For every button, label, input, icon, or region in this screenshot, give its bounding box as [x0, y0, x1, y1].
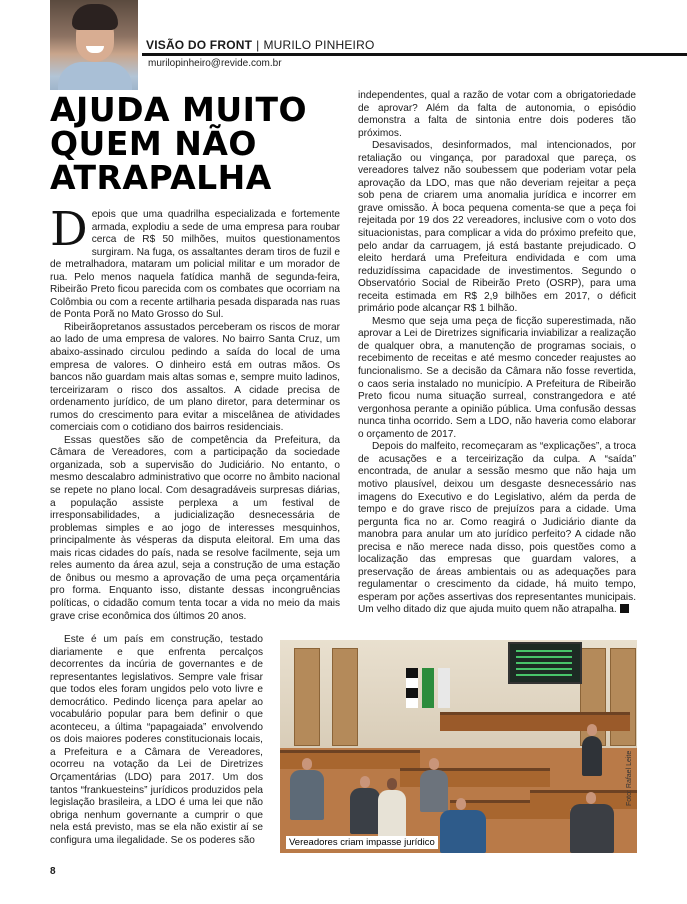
article-paragraph: Este é um país em construção, testado diariamente e que enfrenta percalços decorrentes da incúria de governantes e de representantes legislativos. Sempre vale frisar que todos eles foram ungidos pelo voto livre e democrático. Pedindo licença para apelar ao vocabulário popular para bem definir o que aconteceu, a última “papagaiada” envolvendo os dois maiores poderes constitucionais locais, a Prefeitura e a Câmara de Vereadores, ocorreu na votação da Lei de Diretrizes Orçamentárias (LDO) para 2017. Um dos tantos “frankuesteins” jurídicos produzidos pela legislação brasileira, a LDO é uma lei que não obriga nenhum governante a cumprir o que nela está previsto, mas se ela não existir aí se configura uma ilegalidade. Se os poderes são: [50, 634, 263, 846]
article-paragraph: Ribeirãopretanos assustados perceberam os riscos de morar ao lado de uma empresa de valores. No bairro Santa Cruz, um abaixo-assinado circulou pedindo a saída do local de uma empresa de valores. O dinheiro está em outras mãos. Os bancos não guardam mais altas somas e, sempre muito ladinos, terceirizaram o risco dos assaltos. A cidade precisa de ordenamento jurídico, de um plano diretor, para determinar os rumos do crescimento para evitar a miscelânea de atividades comerciais com o cotidiano dos bairros residenciais.: [50, 321, 340, 434]
author-email[interactable]: murilopinheiro@revide.com.br: [148, 58, 282, 69]
end-mark-icon: [620, 604, 629, 613]
article-paragraph: Depois que uma quadrilha especializada e fortemente armada, explodiu a sede de uma empresa para roubar cerca de R$ 50 milhões, muitos questionamentos surgiram. Na fuga, os assaltantes deram tiros de fuzil e de metralhadora, mataram um policial militar e um morador de rua. Pelo menos naquela fatídica manhã de segunda-feira, Ribeirão Preto ficou parecida com os combates que ocorriam na Colômbia ou com a recente artilharia pesada disparada nas ruas de Ponta Porã no Mato Grosso do Sul.: [50, 202, 340, 321]
author-name: MURILO PINHEIRO: [263, 38, 375, 52]
article-paragraph: Depois do malfeito, recomeçaram as “explicações”, a troca de acusações e a terceirização da culpa. A “saída” encontrada, de anular a sessão mesmo que não haja um motivo plausível, deixou um desgaste desnecessário nas imagens do Executivo e do Legislativo, além da perda de tempo e do grave risco de prejuízos para a cidade. Uma pergunta fica no ar. Como reagirá o Judiciário diante da manobra para anular um ato jurídico perfeito? A cidade não precisa e não merece nada disso, pois questões como a localização das empresas que guardam valores, a preservação de áreas ambientais ou as adequações para regulamentar o crescimento da cidade, há muito tempo, esperam por ações assertivas dos representantes municipais. Um velho ditado diz que ajuda muito quem não atrapalha.: [358, 441, 636, 616]
council-chamber-photo: [280, 640, 637, 853]
column-header: [146, 38, 374, 52]
article-paragraph: independentes, qual a razão de votar com a obrigatoriedade de aprovar? Além da falta de autonomia, o episódio demonstra a falta de sintonia entre dois poderes tão próximos.: [358, 90, 636, 139]
photo-caption: Vereadores criam impasse jurídico: [286, 836, 438, 849]
header-separator: |: [256, 38, 260, 52]
author-photo: [50, 0, 138, 90]
header-rule: [142, 53, 687, 56]
article-column-left-top: [50, 202, 340, 623]
article-paragraph: Desavisados, desinformados, mal intencionados, por retaliação ou vingança, por paradoxal que pareça, os vereadores talvez não soubessem que poderiam votar pela aprovação da LDO, mas que não deveriam rejeitar a peça sob pena de criarem uma anomalia jurídica e incorrer em grave omissão. À boca pequena comenta-se que a peça foi rejeitada por 19 dos 22 vereadores, inclusive com o voto dos situacionistas, para complicar a vida do próximo prefeito que, pelo andar da carruagem, já está bastante prejudicado. O eleito herdará uma Prefeitura endividada e com uma reduzidíssima capacidade de investimentos. Segundo o Observatório Social de Ribeirão Preto (OSRP), para uma receita estimada em R$ 2,9 bilhões em 2017, o déficit primário pode alcançar R$ 1 bilhão.: [358, 140, 636, 315]
column-name: VISÃO DO FRONT: [146, 38, 253, 52]
drop-cap: D: [50, 202, 88, 257]
page-number: 8: [50, 866, 56, 877]
article-column-left-bottom: [50, 634, 263, 847]
article-paragraph: Mesmo que seja uma peça de ficção superestimada, não aprovar a Lei de Diretrizes significaria inviabilizar a realização de qualquer obra, a manutenção de programas sociais, o recebimento de receitas e até mesmo conceder reajustes ao funcionalismo. Se a decisão da Câmara não fosse revertida, o caos seria instalado no município. A Prefeitura de Ribeirão Preto ficou numa situação surreal, constrangedora e até vergonhosa perante a opinião pública. Uma confusão dessas nunca tinha ocorrido. Sem a LDO, não haveria como elaborar o orçamento de 2017.: [358, 315, 636, 440]
headline: AJUDA MUITO QUEM NÃO ATRAPALHA: [50, 90, 308, 197]
article-column-right: [358, 90, 636, 617]
article-paragraph: Essas questões são de competência da Prefeitura, da Câmara de Vereadores, com a participação da sociedade organizada, sob a supervisão do Judiciário. No entanto, o mesmo descalabro administrativo que ocorre no âmbito nacional se repete no plano local. Com desagradáveis surpresas diárias, a população assiste perplexa a um festival de irresponsabilidades, a judicialização desnecessária de problemas simples e ao jogo de interesses mesquinhos, principalmente às vésperas da disputa eleitoral. Em uma das mais ricas cidades do país, nada se resolve facilmente, seja um reles aumento da área azul, seja a construção de uma estação de ônibus ou mesmo a aprovação de uma peça orçamentária pro forma. Enquanto isso, distante dessas incongruências políticas, o cidadão comum tenta tocar a vida no meio da mais grave crise econômica dos últimos 20 anos.: [50, 434, 340, 622]
photo-credit: Foto: Rafael Leite: [626, 750, 633, 806]
